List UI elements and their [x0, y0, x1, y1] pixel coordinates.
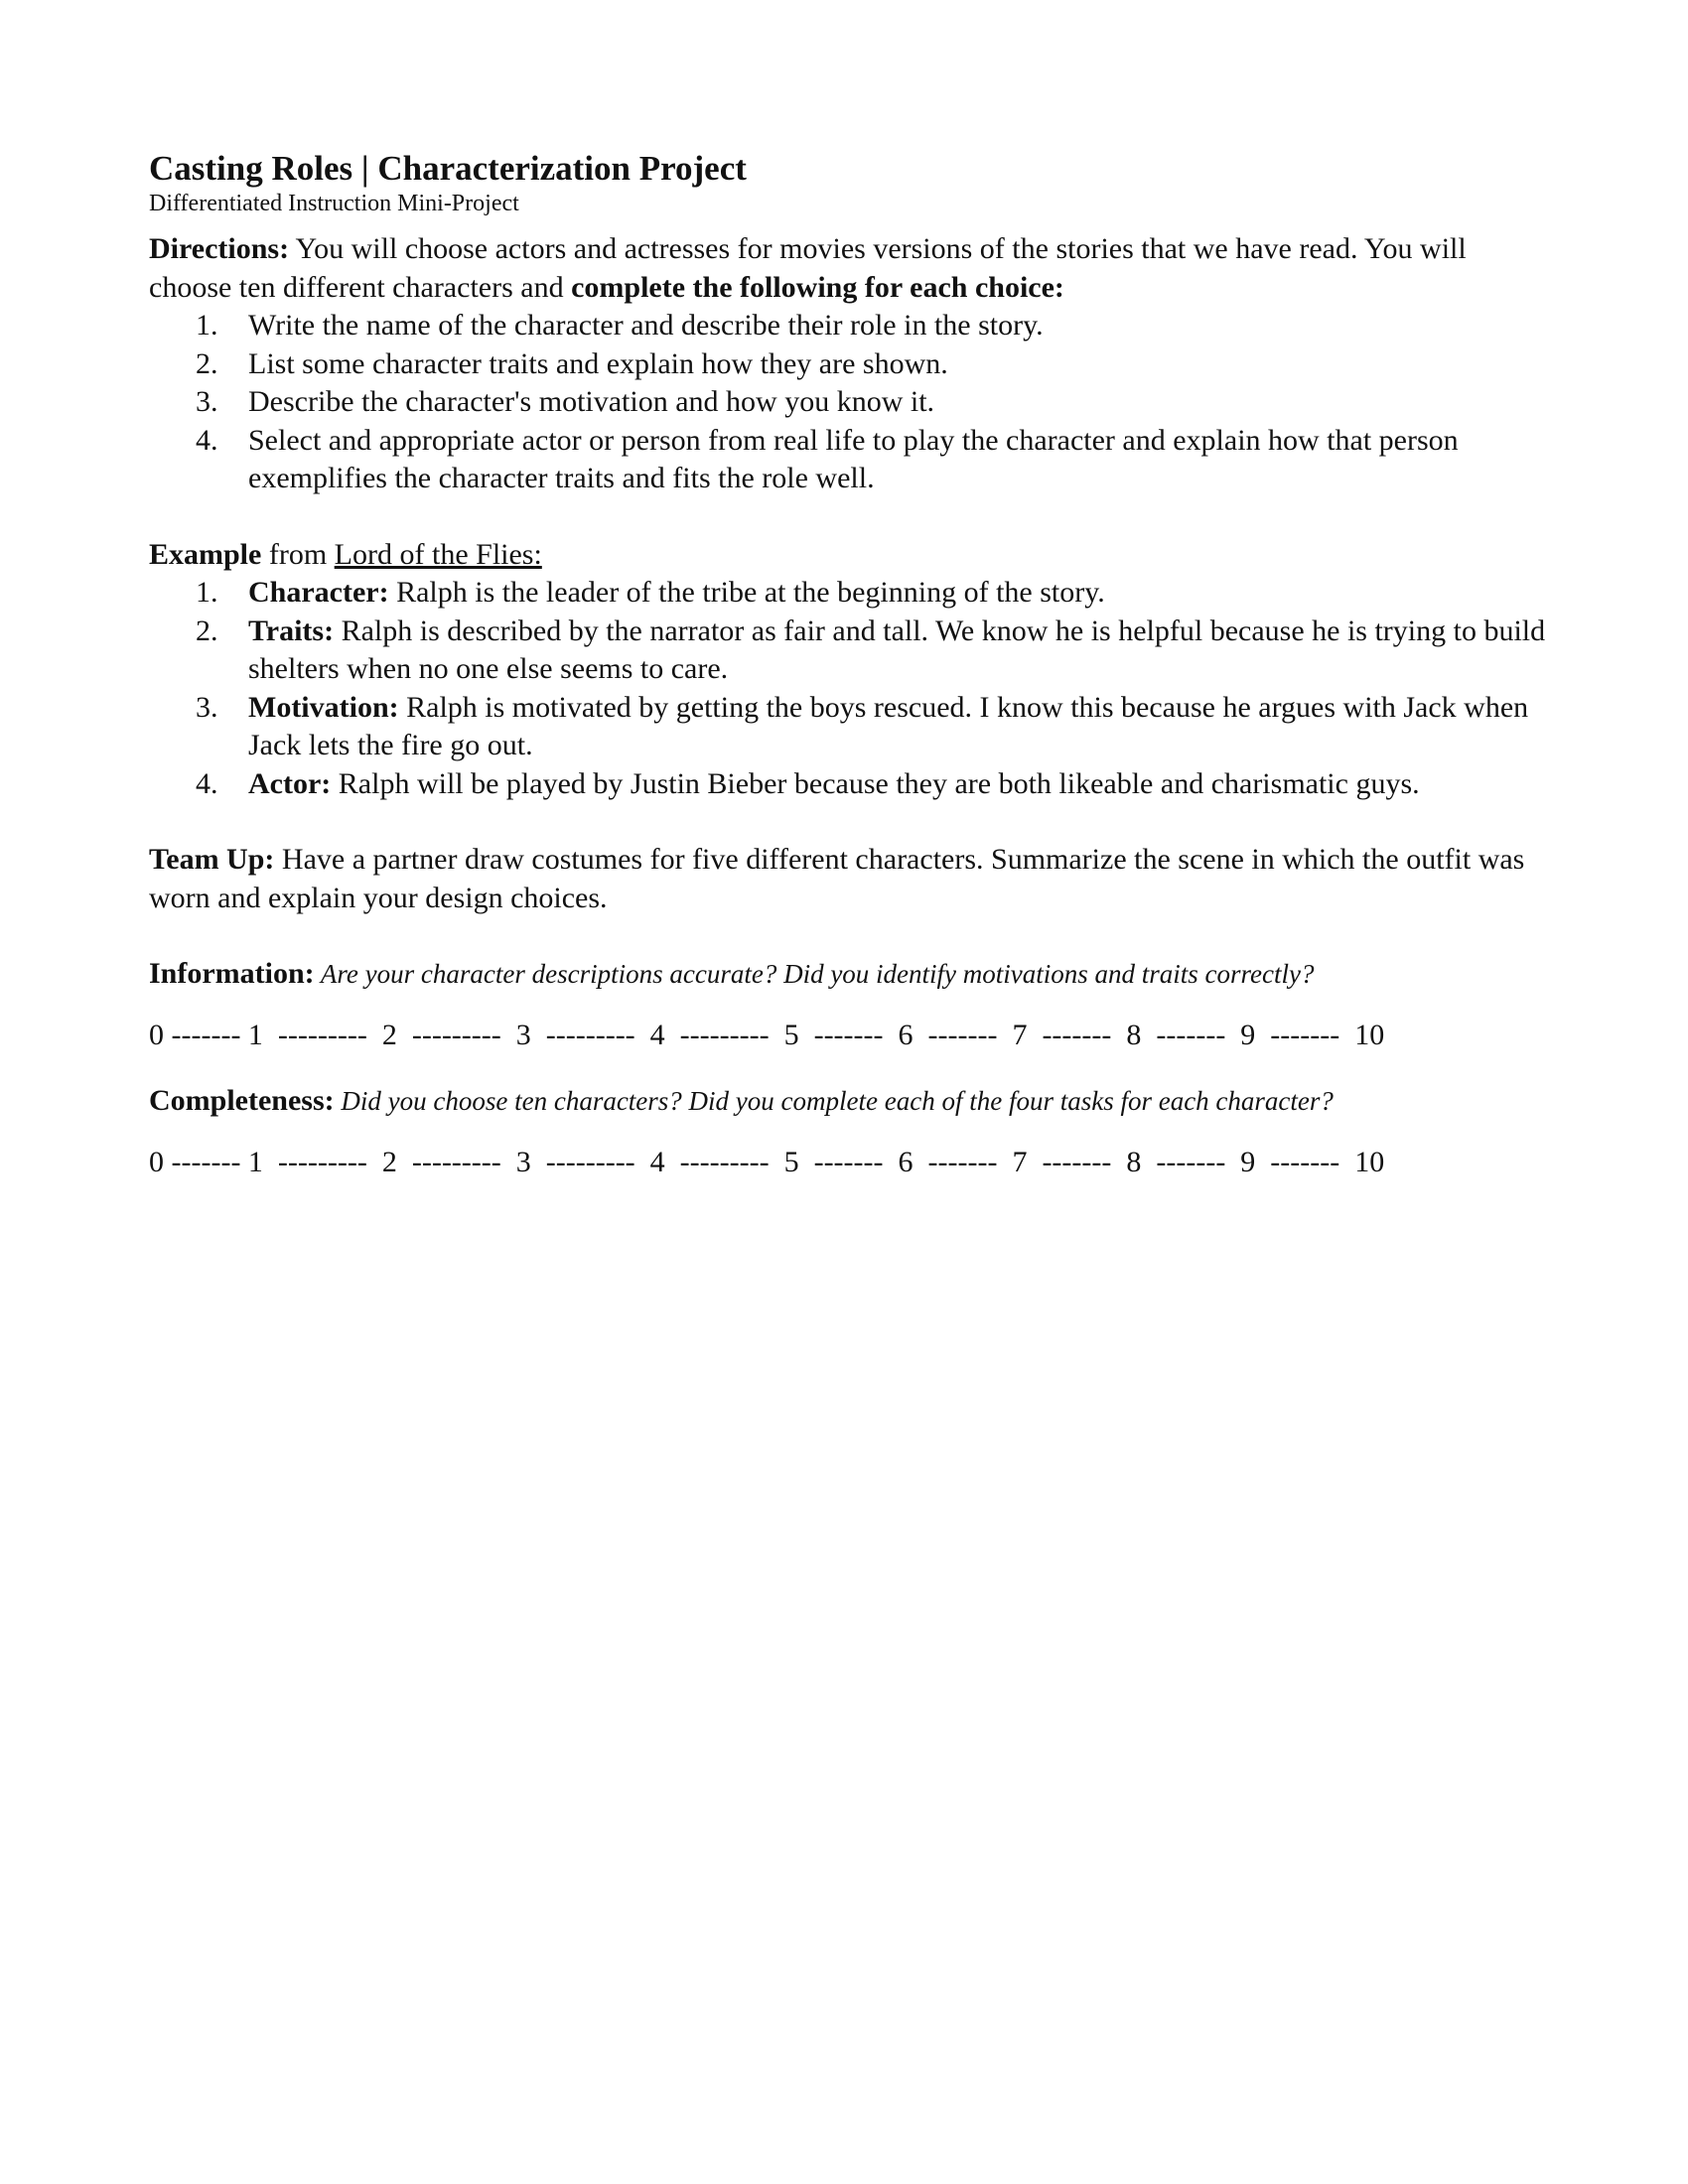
list-number: 1.: [196, 576, 218, 609]
list-item: [149, 689, 1549, 765]
example-item-label: Actor:: [248, 766, 332, 800]
team-up-label: Team Up:: [149, 843, 275, 876]
list-item: [149, 574, 1549, 613]
example-item-label: Motivation:: [248, 690, 399, 724]
example-item-text: Ralph is motivated by getting the boys rescued. I know this because he argues with Jack when Jack lets the fire go out.: [248, 690, 1529, 761]
book-title: Lord of the Flies:: [334, 537, 542, 571]
page-subtitle: Differentiated Instruction Mini-Project: [149, 191, 519, 216]
list-item: [149, 422, 1549, 498]
completeness-question: Did you choose ten characters? Did you complete each of the four tasks for each character?: [334, 1086, 1334, 1116]
example-item-label: Character:: [248, 576, 389, 609]
list-item-text: Describe the character's motivation and how you know it.: [248, 385, 935, 418]
directions-emphasis: complete the following for each choice:: [571, 270, 1064, 304]
directions-text: You will choose actors and actresses for movies versions of the stories that we have read. You will choose ten different characters and: [149, 232, 1467, 304]
list-item: [149, 613, 1549, 689]
example-item-label: Traits:: [248, 614, 335, 647]
list-number: 3.: [196, 690, 218, 724]
information-label: Information:: [149, 957, 315, 990]
list-item: [149, 765, 1549, 804]
list-number: 1.: [196, 309, 218, 341]
list-number: 4.: [196, 766, 218, 800]
list-item: [149, 345, 1549, 384]
completeness-heading: [149, 1082, 1549, 1121]
completeness-label: Completeness:: [149, 1084, 335, 1117]
example-list: [149, 574, 1549, 803]
list-number: 4.: [196, 423, 218, 457]
directions-list: [149, 307, 1549, 498]
worksheet-page: [149, 149, 1549, 1181]
list-item: [149, 383, 1549, 422]
list-item-text: Write the name of the character and describe their role in the story.: [248, 309, 1044, 341]
completeness-scale: 0 ------- 1 --------- 2 --------- 3 --------- 4 --------- 5 ------- 6 ------- 7 ------- 8 ------- 9 ------- 10: [149, 1145, 1385, 1178]
page-title: Casting Roles | Characterization Project: [149, 149, 747, 188]
list-item: [149, 307, 1549, 345]
information-question: Are your character descriptions accurate? Did you identify motivations and traits correctly?: [314, 959, 1315, 989]
directions-label: Directions:: [149, 232, 290, 265]
example-item-text: Ralph is described by the narrator as fair and tall. We know he is helpful because he is trying to build shelters when no one else seems to care.: [248, 614, 1546, 685]
directions-paragraph: [149, 230, 1549, 307]
list-number: 2.: [196, 614, 218, 647]
list-item-text: Select and appropriate actor or person from real life to play the character and explain how that person exemplifies the character traits and fits the role well.: [248, 423, 1459, 494]
team-up-text: Have a partner draw costumes for five different characters. Summarize the scene in which the outfit was worn and explain your design choices.: [149, 843, 1525, 914]
information-heading: [149, 955, 1549, 994]
list-number: 3.: [196, 385, 218, 418]
list-item-text: List some character traits and explain how they are shown.: [248, 346, 948, 380]
example-from: from: [261, 537, 335, 571]
example-item-text: Ralph is the leader of the tribe at the beginning of the story.: [388, 576, 1105, 609]
information-scale: 0 ------- 1 --------- 2 --------- 3 --------- 4 --------- 5 ------- 6 ------- 7 ------- 8 ------- 9 ------- 10: [149, 1018, 1385, 1051]
list-number: 2.: [196, 346, 218, 380]
example-item-text: Ralph will be played by Justin Bieber because they are both likeable and charismatic guys.: [331, 766, 1420, 800]
example-label: Example: [149, 537, 262, 571]
example-heading: [149, 536, 1549, 575]
team-up-paragraph: [149, 841, 1549, 917]
